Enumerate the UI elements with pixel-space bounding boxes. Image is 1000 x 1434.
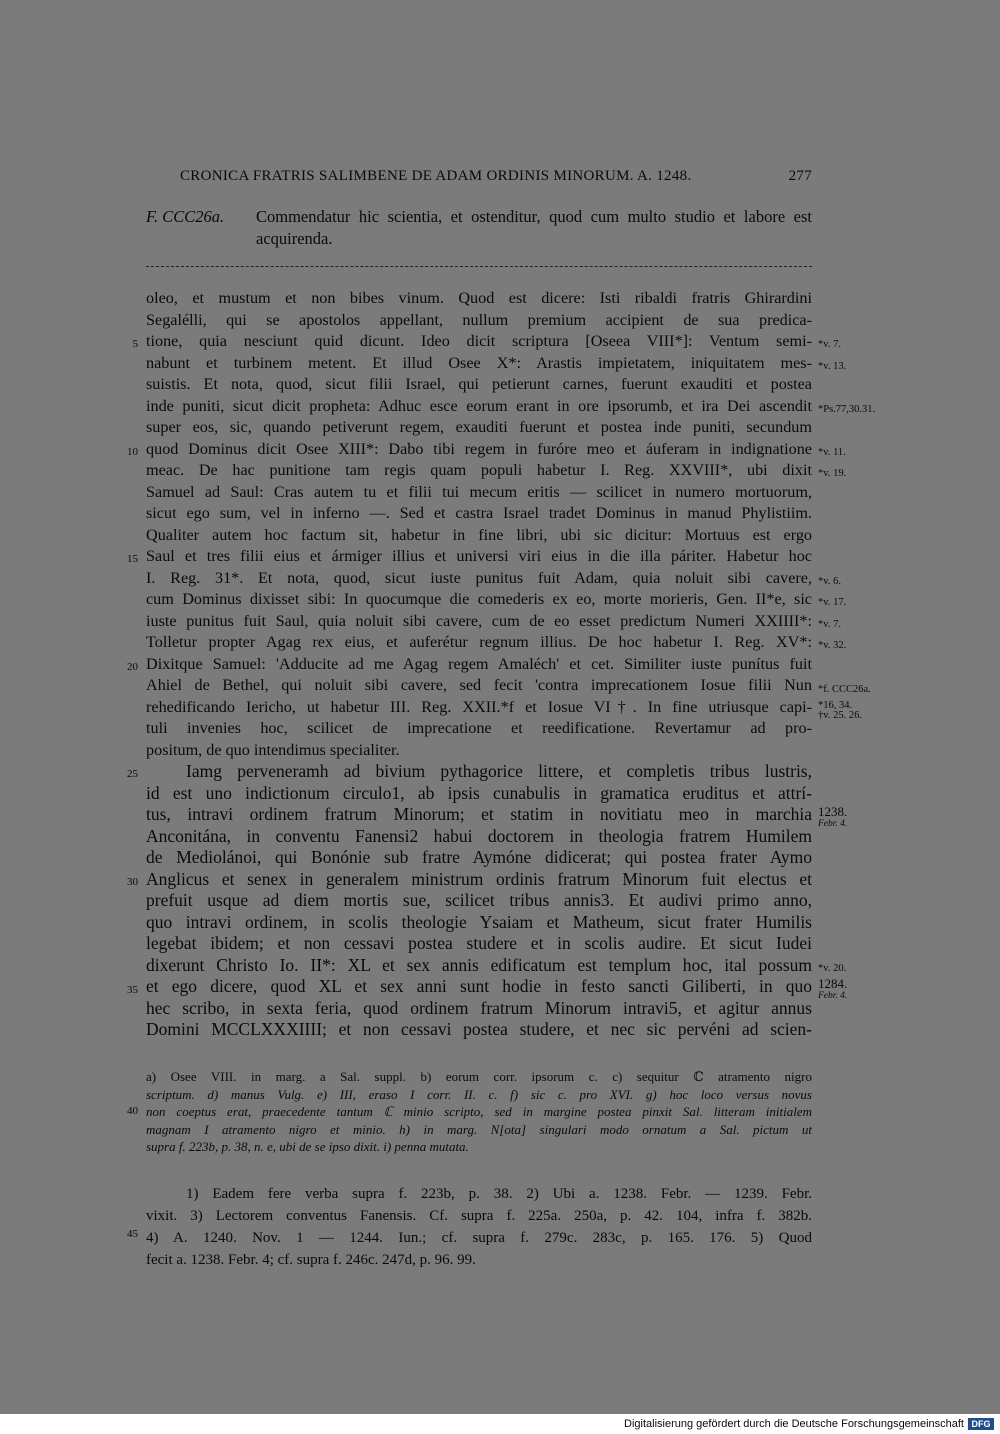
note-line: fecit a. 1238. Febr. 4; cf. supra f. 246c. 247d, p. 96. 99. [146, 1252, 476, 1268]
text-line: Samuel ad Saul: Cras autem tu et filii tui mecum eritis — scilicet in numero mortuorum, [146, 482, 812, 501]
text-line: meac. De hac punitione tam regis quam populi habetur I. Reg. XXVIII*, ubi dixit [146, 461, 812, 479]
main-text [146, 288, 812, 1041]
text-line: legebat ibidem; et non cessavi postea studere et in scolis audire. Et sicut Iudei [146, 933, 812, 953]
margin-date-day: Febr. 4. [818, 991, 848, 1001]
text-line: inde puniti, sicut dicit propheta: Adhuc esce eorum erant in ore ipsorumb, et ira Dei ascendit [146, 396, 812, 415]
text-line: Anglicus et senex in generalem ministrum ordinis fratrum Minorum fuit electus et [146, 868, 812, 889]
text-line: prefuit usque ad diem mortis sue, scilicet tribus annis3. Et audivi primo anno, [146, 890, 812, 910]
text-line: quod Dominus dicit Osee XIII*: Dabo tibi regem in furóre meo et áuferam in indignatione [146, 439, 812, 458]
text-line: hec scribo, in sexta feria, quod ordinem fratrum Minorum intravi5, et agitur annus [146, 997, 812, 1018]
text-line: Tolletur propter Agag rex eius, et auferétur regnum illius. De hoc habetur I. Reg. XV*: [146, 633, 812, 651]
text-line: Saul et tres filii eius et ármiger illius et universi viri eius in die illa páriter. Habetur hoc [146, 547, 812, 565]
text-line: tus, intravi ordinem fratrum Minorum; et statim in novitiatu meo in marchia [146, 804, 812, 824]
margin-ref: *v. 20. [818, 963, 847, 974]
digitization-footer [0, 1414, 1000, 1434]
text-line: nabunt et turbinem metent. Et illud Osee X*: Arastis impietatem, iniquitatem mes- [146, 353, 812, 372]
text-line: sicut ego sum, vel in inferno —. Sed et castra Israel tradet Dominus in manud Phylistiim. [146, 504, 812, 522]
critical-apparatus [146, 1068, 812, 1156]
apparatus-line: scriptum. d) manus Vulg. e) III, eraso I corr. II. c. f) sic c. pro XVI. g) hoc loco versus novus [146, 1086, 812, 1102]
text-line: dixerunt Christo Io. II*: XL et sex annis edificatum est templum hoc, ital possum [146, 954, 812, 975]
margin-date-year: 1284. [818, 976, 848, 991]
text-line: oleo, et mustum et non bibes vinum. Quod est dicere: Isti ribaldi fratris Ghirardini [146, 289, 812, 307]
text-line: rehedificando Iericho, ut habetur III. Reg. XXII.*f et Iosue VI†. In fine utriusque capi- [146, 697, 812, 716]
margin-ref: *v. 19. [818, 468, 847, 479]
text-line: Segalélli, qui se apostolos appellant, nullum premium accipient de sua predica- [146, 310, 812, 329]
line-number: 45 [127, 1228, 138, 1240]
margin-ref: †v. 25. 26. [818, 710, 862, 721]
note-line: 1) Eadem fere verba supra f. 223b, p. 38. 2) Ubi a. 1238. Febr. — 1239. Febr. [186, 1186, 812, 1202]
text-line: cum Dominus dixisset sibi: In quocumque die comederis ex eo, morte morieris, Gen. II*e, sic [146, 590, 812, 608]
line-number: 5 [132, 338, 138, 350]
margin-date-year: 1238. [818, 804, 848, 819]
margin-date-day: Febr. 4. [818, 819, 848, 829]
margin-date [818, 978, 847, 1002]
line-number: 20 [127, 661, 138, 673]
apparatus-line: a) Osee VIII. in marg. a Sal. suppl. b) eorum corr. ipsorum c. c) sequitur ℂ atramento nigro [146, 1069, 812, 1084]
page-number: 277 [788, 168, 812, 184]
text-line: tione, quia nesciunt quid dicunt. Ideo dicit scriptura [Oseea VIII*]: Ventum semi- [146, 332, 812, 350]
apparatus-line: magnam I atramento nigro et minio. h) in marg. N[ota] singulari modo ornatum a Sal. pictum ut [146, 1121, 812, 1137]
text-line: iuste punitus fuit Saul, quia noluit sibi cavere, cum de eo esset predictum Numeri XXIIII*: [146, 611, 812, 630]
margin-ref: *f. CCC26a. [818, 684, 871, 695]
margin-ref: *v. 7. [818, 339, 841, 350]
note-line: vixit. 3) Lectorem conventus Fanensis. Cf. supra f. 225a. 250a, p. 42. 104, infra f. 382b. [146, 1208, 812, 1224]
text-line: suistis. Et nota, quod, sicut filii Israel, qui petierunt carnes, fuerunt exauditi et postea [146, 375, 812, 393]
line-number: 15 [127, 553, 138, 565]
folio-reference: F. CCC26a. [146, 207, 225, 226]
margin-ref: *v. 17. [818, 597, 847, 608]
line-number: 40 [127, 1105, 138, 1117]
text-line: Qualiter autem hoc factum sit, habetur in fine libri, ubi sic dicitur: Mortuus est ergo [146, 525, 812, 544]
text-line: super eos, sic, quando petiverunt regem, exauditi fuerunt et postea inde puniti, secundum [146, 418, 812, 436]
funding-credit: Digitalisierung gefördert durch die Deutsche Forschungsgemeinschaft [624, 1418, 964, 1430]
apparatus-line: non coeptus erat, praecedente tantum ℂ minio scripto, sed in margine postea pinxit Sal. litteram initialem [146, 1104, 812, 1119]
text-line: tuli invenies hoc, scilicet de imprecatione et reedificatione. Revertamur ad pro- [146, 719, 812, 737]
line-number: 30 [127, 876, 138, 888]
line-number: 35 [127, 984, 138, 996]
text-line: Domini MCCLXXXIIII; et non cessavi postea studere, et nec sic pervéni ad scien- [146, 1019, 812, 1039]
margin-ref: *Ps.77,30.31. [818, 404, 876, 415]
margin-ref: *v. 7. [818, 619, 841, 630]
historical-notes [146, 1183, 812, 1271]
margin-ref: *v. 11. [818, 447, 846, 458]
text-line: positum, de quo intendimus specialiter. [146, 740, 400, 759]
folio-text: Commendatur hic scientia, et ostenditur, quod cum multo studio et labore est acquirenda. [256, 207, 812, 248]
text-line: quo intravi ordinem, in scolis theologie Ysaiam et Matheum, sicut frater Humilis [146, 911, 812, 932]
apparatus-line: supra f. 223b, p. 38, n. e, ubi de se ipso dixit. i) penna mutata. [146, 1139, 469, 1154]
note-line: 4) A. 1240. Nov. 1 — 1244. Iun.; cf. supra f. 279c. 283c, p. 165. 176. 5) Quod [146, 1230, 812, 1246]
header-rule [146, 266, 812, 267]
margin-ref: *v. 32. [818, 640, 847, 651]
text-line: Dixitque Samuel: 'Adducite ad me Agag regem Amaléch' et cet. Similiter iuste punítus fuit [146, 654, 812, 673]
text-line: Iamg perveneramh ad bivium pythagorice littere, et completis tribus lustris, [186, 761, 812, 781]
running-title: CRONICA FRATRIS SALIMBENE DE ADAM ORDINIS MINORUM. A. 1248. [180, 168, 692, 184]
margin-ref: *v. 13. [818, 361, 847, 372]
text-line: Anconitána, in conventu Fanensi2 habui doctorem in theologia fratrem Humilem [146, 825, 812, 846]
line-number: 25 [127, 768, 138, 780]
dfg-logo: DFG [968, 1418, 994, 1430]
text-line: I. Reg. 31*. Et nota, quod, sicut iuste punitus fuit Adam, quia noluit sibi cavere, [146, 568, 812, 587]
text-line: id est uno indictionum circulo1, ab ipsis cunabulis in gramatica eruditus et attrí- [146, 782, 812, 803]
margin-ref: *v. 6. [818, 576, 841, 587]
margin-date [818, 806, 847, 830]
text-line: de Mediolánoi, qui Bonónie sub fratre Aymóne didicerat; qui postea frater Aymo [146, 847, 812, 867]
text-line: Ahiel de Bethel, qui noluit sibi cavere, sed fecit 'contra imprecationem Iosue filii Nun [146, 676, 812, 694]
text-line: et ego dicere, quod XL et sex anni sunt hodie in festo sancti Giliberti, in quo [146, 976, 812, 996]
margin-ref: *16, 34. [818, 700, 853, 711]
line-number: 10 [127, 446, 138, 458]
